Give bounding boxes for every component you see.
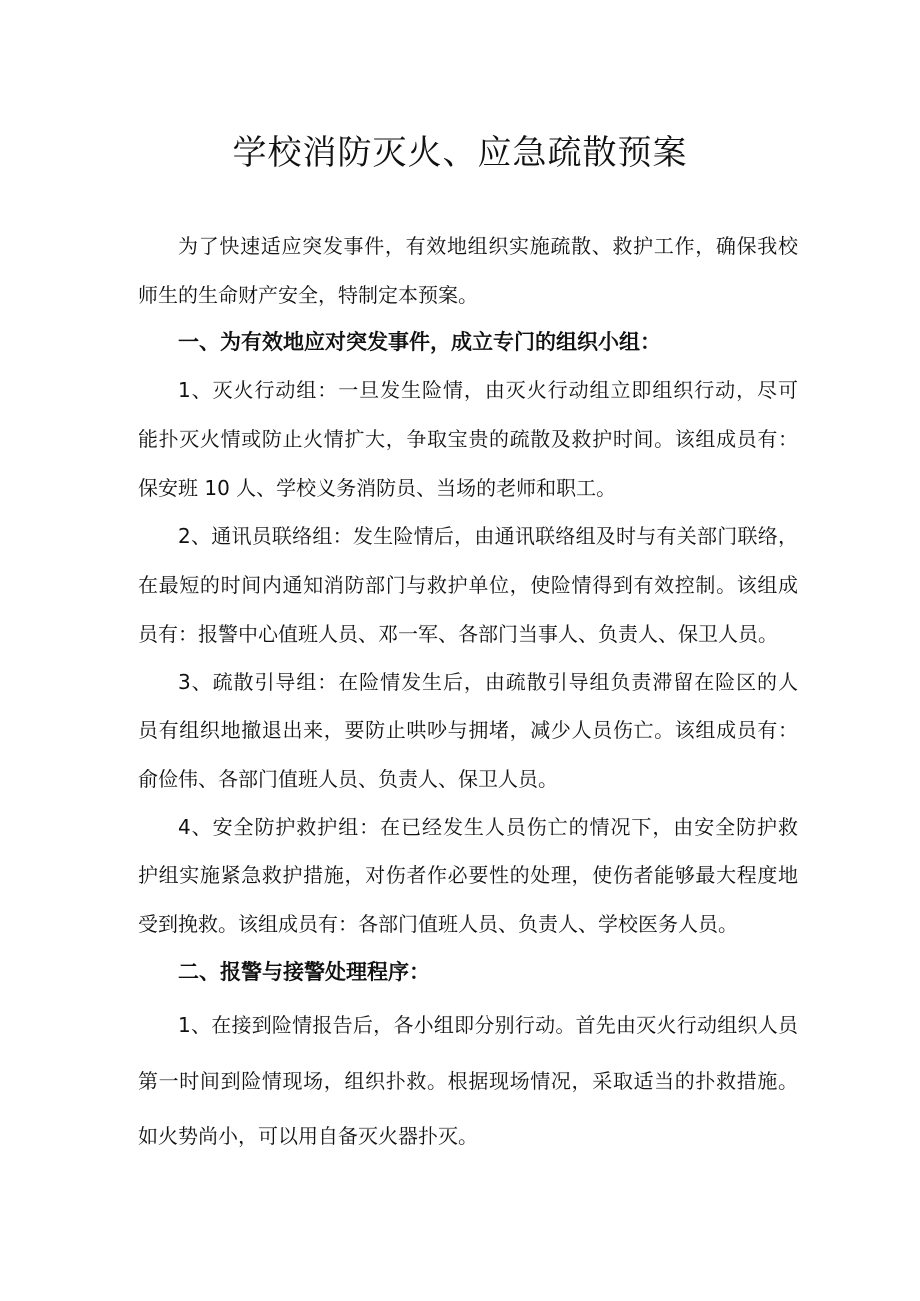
intro-line-1: 为了快速适应突发事件，有效地组织实施疏散、救护工作，确保我校 — [178, 234, 798, 258]
s1-item2-line-2: 在最短的时间内通知消防部门与救护单位，使险情得到有效控制。该组成 — [138, 573, 798, 597]
s1-item1-line-2: 能扑灭火情或防止火情扩大，争取宝贵的疏散及救护时间。该组成员有： — [138, 427, 798, 451]
s1-item4-line-3: 受到挽救。该组成员有：各部门值班人员、负责人、学校医务人员。 — [138, 912, 738, 936]
s1-item4-line-2: 护组实施紧急救护措施，对伤者作必要性的处理，使伤者能够最大程度地 — [138, 863, 798, 887]
s1-item1-line-1: 1、灭火行动组：一旦发生险情，由灭火行动组立即组织行动，尽可 — [178, 378, 798, 402]
s1-item2-line-1: 2、通讯员联络组：发生险情后，由通讯联络组及时与有关部门联络， — [178, 524, 798, 548]
s1-item4-line-1: 4、安全防护救护组：在已经发生人员伤亡的情况下，由安全防护救 — [178, 815, 798, 839]
intro-line-2: 师生的生命财产安全，特制定本预案。 — [138, 283, 478, 307]
s1-item1-line-3: 保安班 10 人、学校义务消防员、当场的老师和职工。 — [138, 476, 617, 500]
s2-item1-line-3: 如火势尚小，可以用自备灭火器扑灭。 — [138, 1124, 478, 1148]
section-2-heading: 二、报警与接警处理程序： — [178, 960, 430, 984]
s2-item1-line-1: 1、在接到险情报告后，各小组即分别行动。首先由灭火行动组织人员 — [178, 1013, 798, 1037]
s1-item3-line-3: 俞俭伟、各部门值班人员、负责人、保卫人员。 — [138, 767, 558, 791]
s1-item2-line-3: 员有：报警中心值班人员、邓一军、各部门当事人、负责人、保卫人员。 — [138, 622, 778, 646]
section-1-heading: 一、为有效地应对突发事件，成立专门的组织小组： — [178, 330, 661, 354]
s1-item3-line-1: 3、疏散引导组：在险情发生后，由疏散引导组负责滞留在险区的人 — [178, 670, 798, 694]
document-title: 学校消防灭火、应急疏散预案 — [232, 133, 688, 173]
s2-item1-line-2: 第一时间到险情现场，组织扑救。根据现场情况，采取适当的扑救措施。 — [138, 1069, 798, 1093]
s1-item3-line-2: 员有组织地撤退出来，要防止哄吵与拥堵，减少人员伤亡。该组成员有： — [138, 718, 798, 742]
